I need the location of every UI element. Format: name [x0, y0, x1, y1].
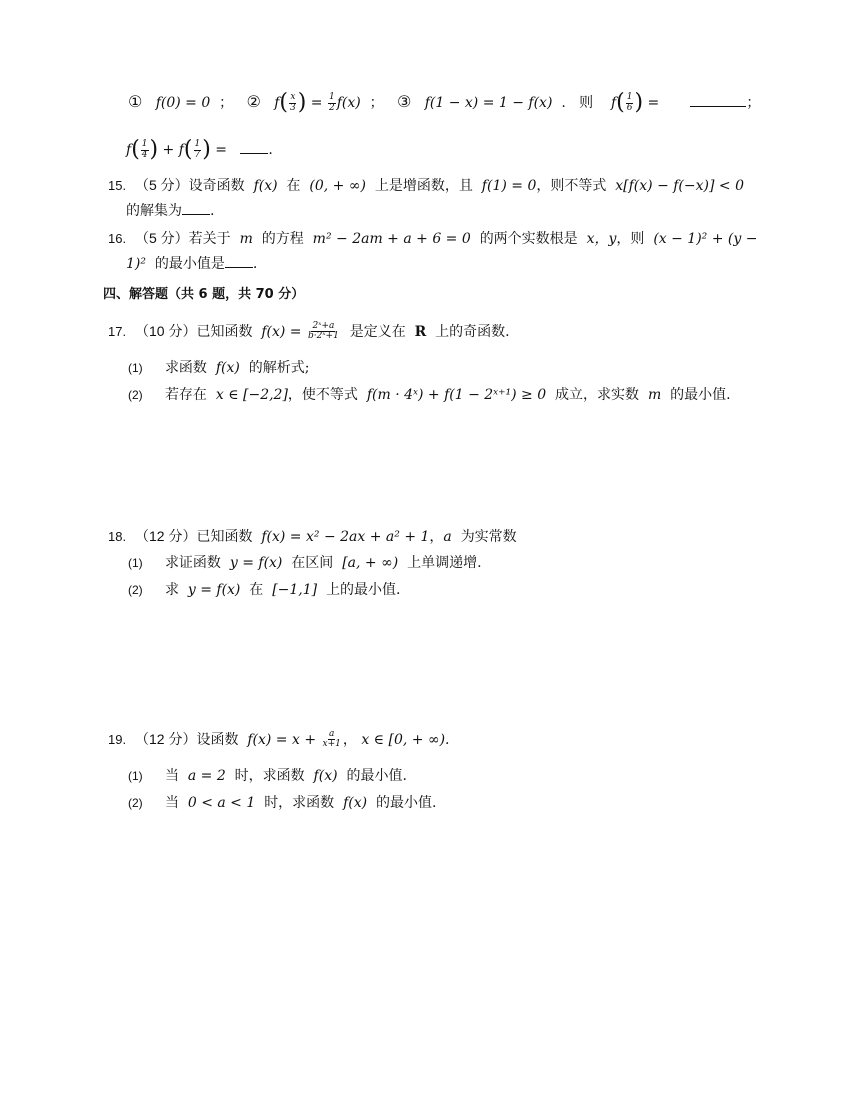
- q17-part2: (2) 若存在 x ∈ [−2,2]，使不等式 f(m · 4ˣ) + f(1 − 2ˣ⁺¹) ≥ 0 成立，求实数 m 的最小值.: [128, 387, 731, 403]
- q18-stem: 18. （12 分）已知函数 f(x) = x² − 2ax + a² + 1，a 为实常数: [108, 528, 517, 545]
- question-number: 17.: [108, 323, 127, 339]
- q15-line1: 15. （5 分）设奇函数 f(x) 在 (0, + ∞) 上是增函数，且 f(1) = 0，则不等式 x[f(x) − f(−x)] < 0: [108, 177, 744, 194]
- question-number: 18.: [108, 529, 127, 544]
- question-points: （12 分）: [134, 730, 197, 747]
- part-label: (2): [128, 796, 143, 810]
- q18-part2: (2) 求 y = f(x) 在 [−1,1] 上的最小值.: [128, 582, 401, 598]
- function-fraction: $\frac{a}{x+1}$: [322, 729, 341, 750]
- f-one-sixth: f( $\frac{1}{6}$ ) =: [610, 90, 660, 115]
- question-points: （5 分）: [134, 177, 189, 193]
- condition-1: f(0) = 0: [155, 95, 211, 111]
- condition-2: f( $\frac{x}{3}$ ) = $\frac{1}{2}$ f(x): [274, 90, 361, 115]
- condition-3-marker: ③: [397, 92, 412, 111]
- q14-line1: ① f(0) = 0 ； ② f( $\frac{x}{3}$ ) = $\frac{1}{2}$ f(x) ； ③ f(1 − x) = 1 − f(x) . 则 f( $\frac{1}{6}$ ) = ；: [128, 90, 761, 115]
- part-label: (1): [128, 556, 143, 570]
- answer-blank[interactable]: [182, 214, 210, 215]
- section-heading: 四、解答题（共 6 题，共 70 分）: [103, 287, 305, 302]
- q19-part2: (2) 当 0 < a < 1 时，求函数 f(x) 的最小值.: [128, 795, 437, 811]
- f-quarter-plus-f-seventh: f( $\frac{1}{4}$ ) + f( $\frac{1}{7}$ ) =: [126, 137, 228, 162]
- q19-part1: (1) 当 a = 2 时，求函数 f(x) 的最小值.: [128, 768, 407, 784]
- question-number: 19.: [108, 731, 127, 747]
- q17-part1: (1) 求函数 f(x) 的解析式;: [128, 360, 310, 376]
- question-number: 15.: [108, 178, 127, 193]
- q18-part1: (1) 求证函数 y = f(x) 在区间 [a, + ∞) 上单调递增.: [128, 555, 482, 571]
- function-fraction: $\frac{\text{2ˣ+a}}{\text{b·2ˣ+1}}$: [308, 321, 339, 342]
- question-points: （10 分）: [134, 322, 197, 339]
- q14-line2: f( $\frac{1}{4}$ ) + f( $\frac{1}{7}$ ) = .: [126, 137, 273, 162]
- part-label: (2): [128, 388, 143, 402]
- question-points: （12 分）: [134, 528, 197, 544]
- part-label: (1): [128, 361, 143, 375]
- part-label: (2): [128, 583, 143, 597]
- condition-2-marker: ②: [246, 92, 261, 111]
- answer-blank[interactable]: [240, 153, 268, 154]
- q19-stem: 19. （12 分）设函数 f(x) = x + $\frac{a}{x+1}$ ， x ∈ [0, + ∞).: [108, 729, 450, 750]
- question-points: （5 分）: [134, 230, 189, 246]
- question-number: 16.: [108, 231, 127, 246]
- answer-blank[interactable]: [225, 267, 253, 268]
- then-word: 则: [579, 95, 594, 111]
- q16-line2: 1)² 的最小值是 .: [126, 256, 258, 272]
- q16-line1: 16. （5 分）若关于 m 的方程 m² − 2am + a + 6 = 0 的两个实数根是 x，y，则 (x − 1)² + (y −: [108, 230, 758, 247]
- condition-1-marker: ①: [128, 92, 143, 111]
- part-label: (1): [128, 769, 143, 783]
- answer-blank[interactable]: [690, 106, 746, 107]
- q17-stem: 17. （10 分）已知函数 f(x) = $\frac{\text{2ˣ+a}}{\text{b·2ˣ+1}}$ 是定义在 R 上的奇函数.: [108, 321, 510, 342]
- q15-line2: 的解集为 .: [126, 203, 215, 219]
- condition-3: f(1 − x) = 1 − f(x): [424, 95, 553, 111]
